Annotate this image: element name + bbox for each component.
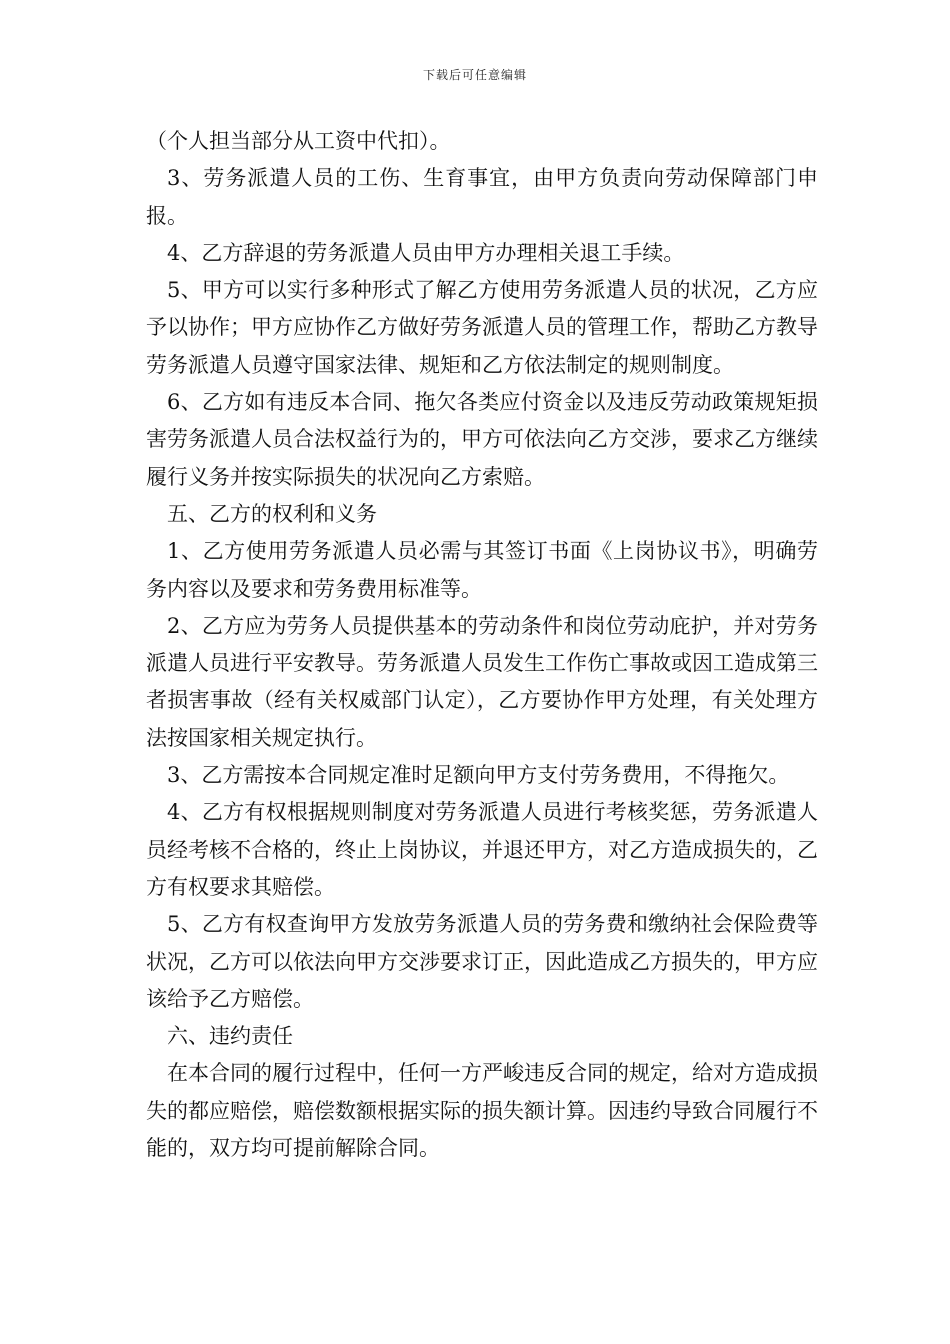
section-heading-5: 五、乙方的权利和义务 [167, 501, 377, 526]
page-header: 下载后可任意编辑 [422, 68, 527, 82]
section-heading-6: 六、违约责任 [167, 1024, 293, 1049]
paragraph-item-6: 6、乙方如有违反本合同、拖欠各类应付资金以及违反劳动政策规矩损害劳务派遣人员合法权益行为的，甲方可依法向乙方交涉，要求乙方继续履行义务并按实际损失的状况向乙方索赔。 [146, 390, 818, 489]
paragraph-item-5: 5、甲方可以实行多种形式了解乙方使用劳务派遣人员的状况，乙方应予以协作；甲方应协作乙方做好劳务派遣人员的管理工作，帮助乙方教导劳务派遣人员遵守国家法律、规矩和乙方依法制定的规则制度。 [146, 278, 818, 377]
paragraph-item-3: 3、劳务派遣人员的工伤、生育事宜，由甲方负责向劳动保障部门申报。 [146, 166, 818, 228]
document-body [146, 123, 818, 1167]
paragraph-item-1: 1、乙方使用劳务派遣人员必需与其签订书面《上岗协议书》，明确劳务内容以及要求和劳务费用标准等。 [146, 539, 818, 601]
paragraph-item-2: 2、乙方应为劳务人员提供基本的劳动条件和岗位劳动庇护，并对劳务派遣人员进行平安教导。劳务派遣人员发生工作伤亡事故或因工造成第三者损害事故（经有关权威部门认定），乙方要协作甲方处理，有关处理方法按国家相关规定执行。 [146, 613, 818, 750]
paragraph-item-4b: 4、乙方有权根据规则制度对劳务派遣人员进行考核奖惩，劳务派遣人员经考核不合格的，终止上岗协议，并退还甲方，对乙方造成损失的，乙方有权要求其赔偿。 [146, 800, 818, 899]
paragraph-breach-liability: 在本合同的履行过程中，任何一方严峻违反合同的规定，给对方造成损失的都应赔偿，赔偿数额根据实际的损失额计算。因违约导致合同履行不能的，双方均可提前解除合同。 [146, 1061, 818, 1161]
paragraph-item-4: 4、乙方辞退的劳务派遣人员由甲方办理相关退工手续。 [167, 240, 685, 265]
paragraph-continuation: （个人担当部分从工资中代扣）。 [146, 129, 451, 153]
paragraph-item-3b: 3、乙方需按本合同规定准时足额向甲方支付劳务费用，不得拖欠。 [167, 763, 790, 788]
paragraph-item-5b: 5、乙方有权查询甲方发放劳务派遣人员的劳务费和缴纳社会保险费等状况，乙方可以依法向甲方交涉要求订正，因此造成乙方损失的，甲方应该给予乙方赔偿。 [146, 912, 818, 1011]
